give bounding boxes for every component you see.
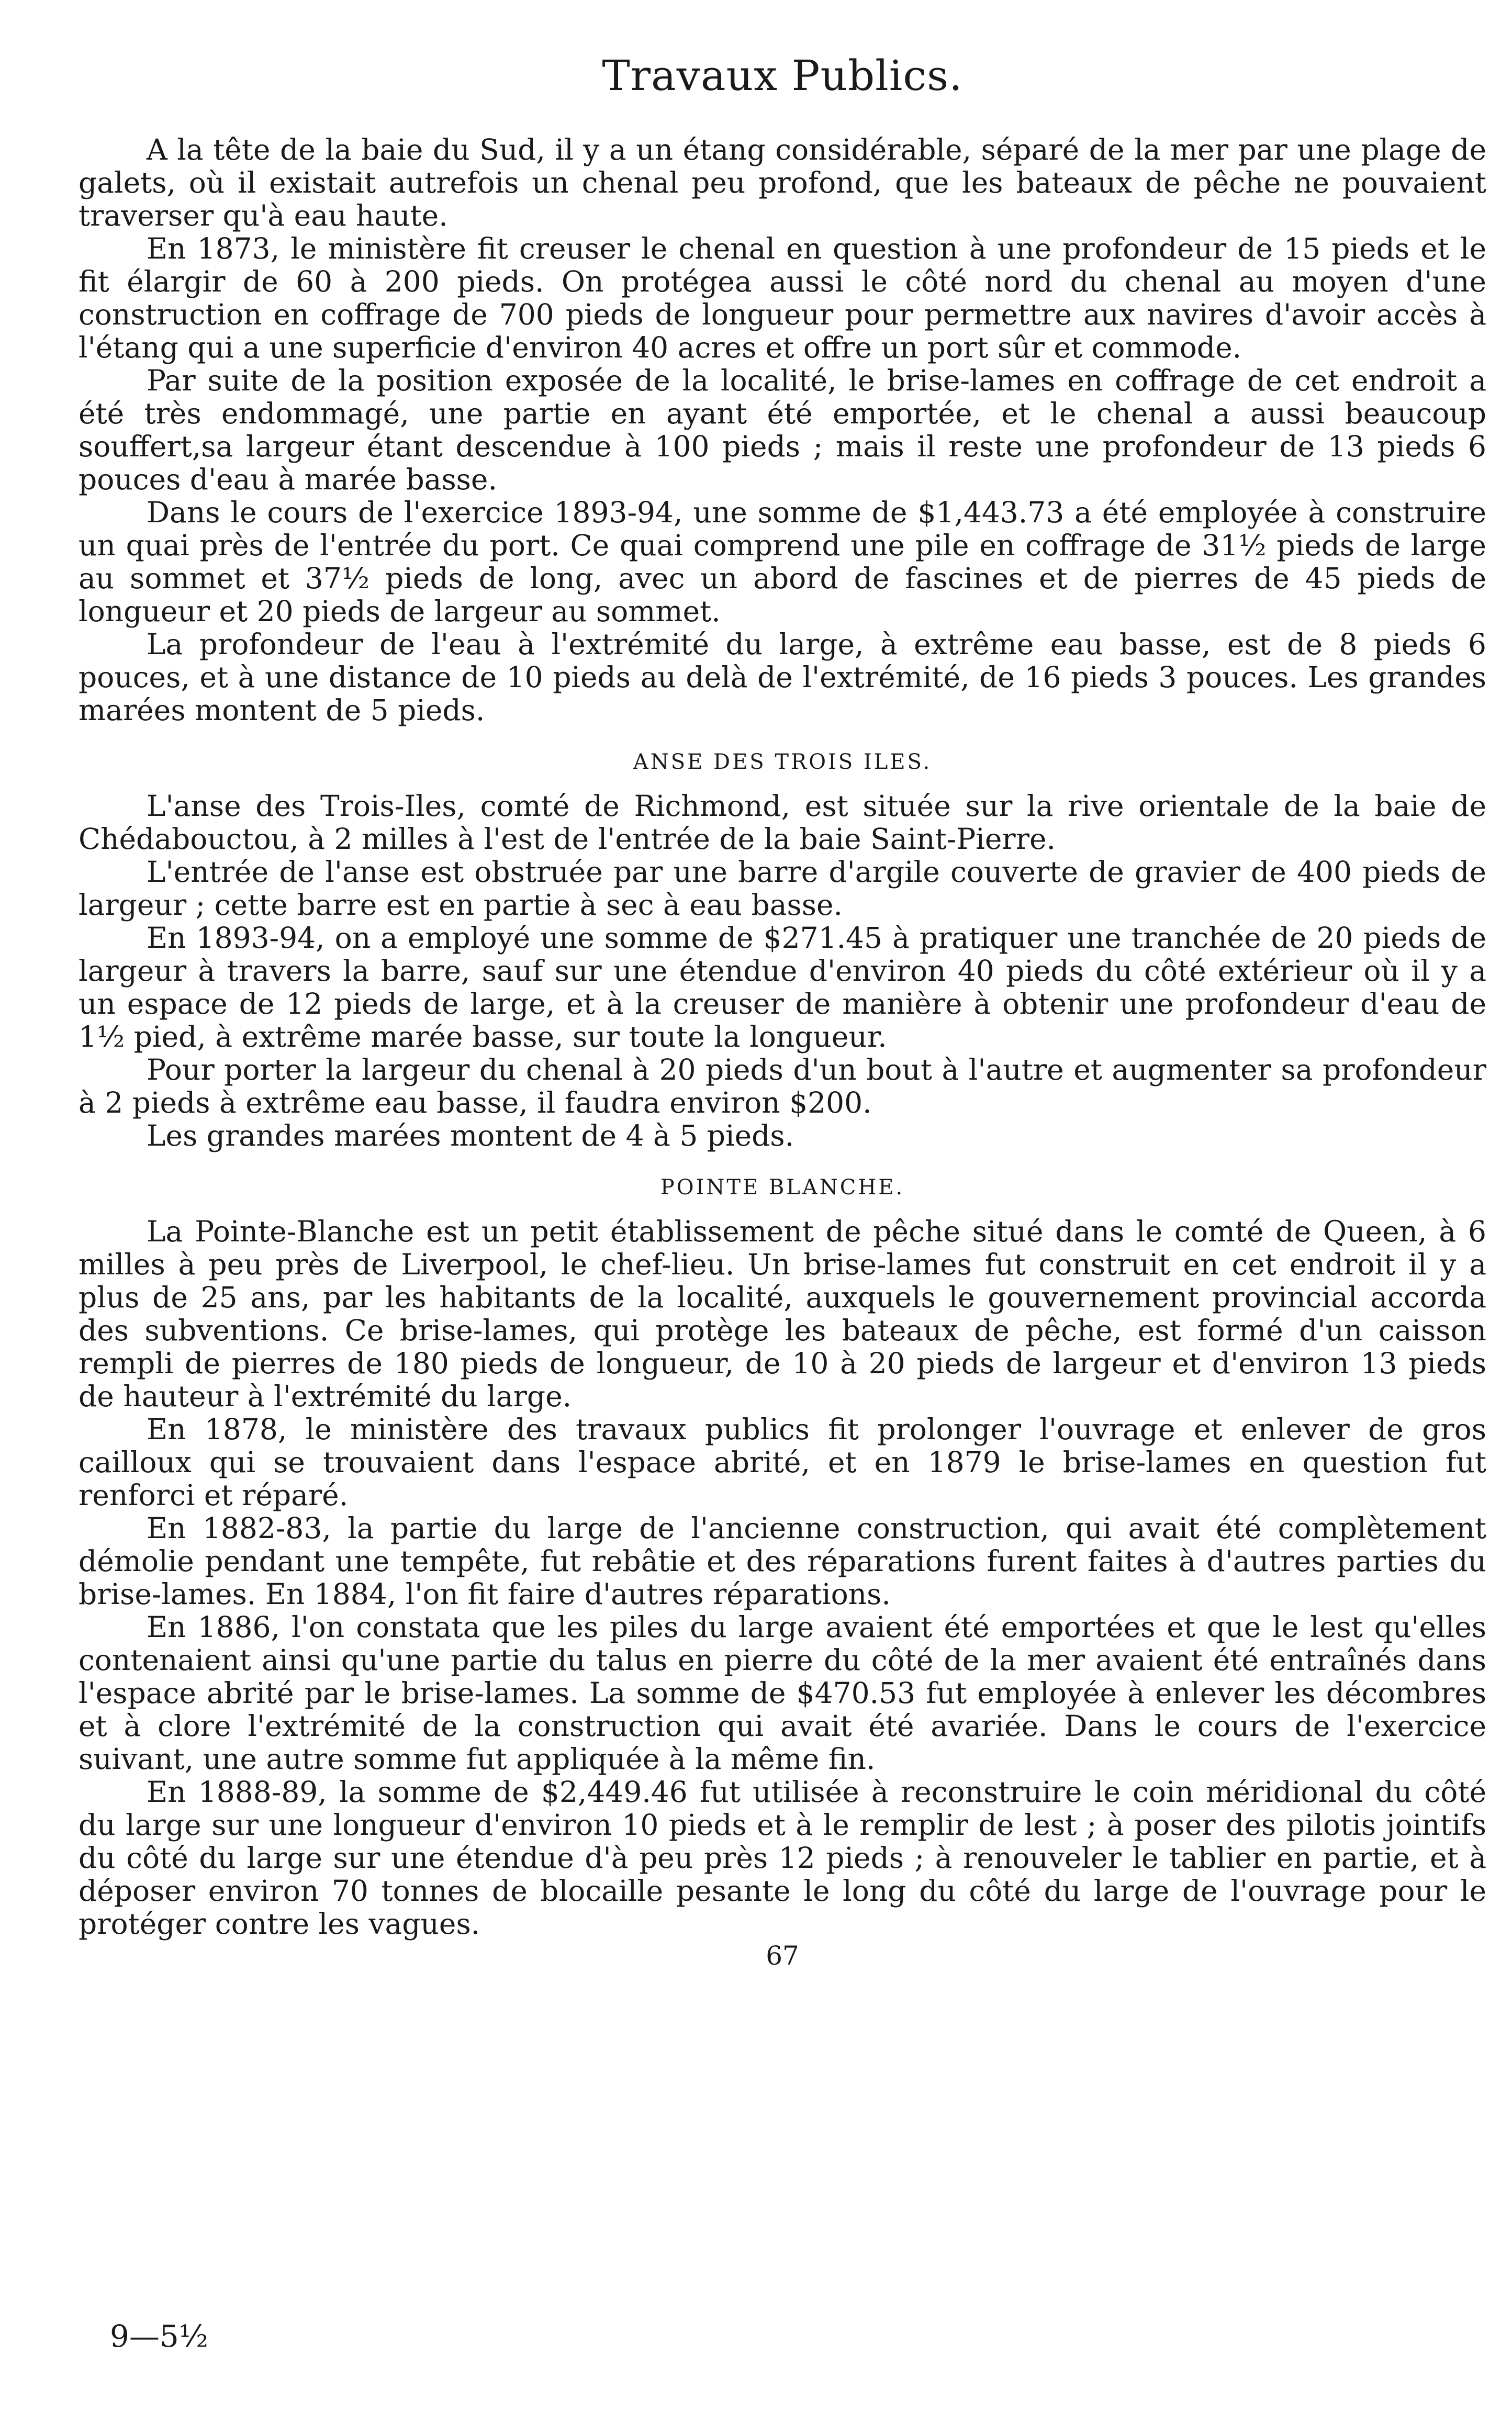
paragraph: La profondeur de l'eau à l'extrémité du large, à extrême eau basse, est de 8 pieds 6 pouces, et à une distance de 10 pieds au delà de l'extrémité, de 16 pieds 3 pouces. Les grandes marées montent de 5 pieds.	[79, 627, 1486, 727]
paragraph: L'anse des Trois-Iles, comté de Richmond, est située sur la rive orientale de la baie de Chédabouctou, à 2 milles à l'est de l'entrée de la baie Saint-Pierre.	[79, 789, 1486, 856]
paragraph: Par suite de la position exposée de la localité, le brise-lames en coffrage de cet endroit a été très endommagé, une partie en ayant été emportée, et le chenal a aussi beaucoup souffert,sa largeur étant descendue à 100 pieds ; mais il reste une profondeur de 13 pieds 6 pouces d'eau à marée basse.	[79, 364, 1486, 496]
paragraph: Pour porter la largeur du chenal à 20 pieds d'un bout à l'autre et augmenter sa profondeur à 2 pieds à extrême eau basse, il faudra environ $200.	[79, 1053, 1486, 1119]
paragraph: L'entrée de l'anse est obstruée par une barre d'argile couverte de gravier de 400 pieds de largeur ; cette barre est en partie à sec à eau basse.	[79, 855, 1486, 922]
section-heading: POINTE BLANCHE.	[660, 1175, 905, 1200]
pointe-blanche-section	[79, 1175, 1486, 1941]
running-title: Travaux Publics.	[602, 51, 963, 100]
document-page	[79, 50, 1486, 2352]
page-number: 67	[766, 1941, 799, 1971]
paragraph: En 1878, le ministère des travaux publics fit prolonger l'ouvrage et enlever de gros cailloux qui se trouvaient dans l'espace abrité, et en 1879 le brise-lames en question fut renforci et réparé.	[79, 1413, 1486, 1512]
intro-section	[79, 133, 1486, 727]
paragraph: En 1873, le ministère fit creuser le chenal en question à une profondeur de 15 pieds et le fit élargir de 60 à 200 pieds. On protégea aussi le côté nord du chenal au moyen d'une construction en coffrage de 700 pieds de longueur pour permettre aux navires d'avoir accès à l'étang qui a une superficie d'environ 40 acres et offre un port sûr et commode.	[79, 232, 1486, 364]
anse-des-trois-iles-section	[79, 750, 1486, 1152]
paragraph: Dans le cours de l'exercice 1893-94, une somme de $1,443.73 a été employée à construire un quai près de l'entrée du port. Ce quai comprend une pile en coffrage de 31½ pieds de large au sommet et 37½ pieds de long, avec un abord de fascines et de pierres de 45 pieds de longueur et 20 pieds de largeur au sommet.	[79, 496, 1486, 628]
paragraph: En 1888-89, la somme de $2,449.46 fut utilisée à reconstruire le coin méridional du côté du large sur une longueur d'environ 10 pieds et à le remplir de lest ; à poser des pilotis jointifs du côté du large sur une étendue d'à peu près 12 pieds ; à renouveler le tablier en partie, et à déposer environ 70 tonnes de blocaille pesante le long du côté du large de l'ouvrage pour le protéger contre les vagues.	[79, 1775, 1486, 1941]
section-heading: ANSE DES TROIS ILES.	[633, 750, 932, 774]
paragraph: En 1882-83, la partie du large de l'ancienne construction, qui avait été complètement démolie pendant une tempête, fut rebâtie et des réparations furent faites à d'autres parties du brise-lames. En 1884, l'on fit faire d'autres réparations.	[79, 1511, 1486, 1611]
signature-mark: 9—5½	[110, 2318, 209, 2354]
paragraph: En 1886, l'on constata que les piles du large avaient été emportées et que le lest qu'elles contenaient ainsi qu'une partie du talus en pierre du côté de la mer avaient été entraînés dans l'espace abrité par le brise-lames. La somme de $470.53 fut employée à enlever les décombres et à clore l'extrémité de la construction qui avait été avariée. Dans le cours de l'exercice suivant, une autre somme fut appliquée à la même fin.	[79, 1610, 1486, 1776]
paragraph: A la tête de la baie du Sud, il y a un étang considérable, séparé de la mer par une plage de galets, où il existait autrefois un chenal peu profond, que les bateaux de pêche ne pouvaient traverser qu'à eau haute.	[79, 133, 1486, 232]
paragraph: En 1893-94, on a employé une somme de $271.45 à pratiquer une tranchée de 20 pieds de largeur à travers la barre, sauf sur une étendue d'environ 40 pieds du côté extérieur où il y a un espace de 12 pieds de large, et à la creuser de manière à obtenir une profondeur d'eau de 1½ pied, à extrême marée basse, sur toute la longueur.	[79, 921, 1486, 1053]
paragraph: La Pointe-Blanche est un petit établissement de pêche situé dans le comté de Queen, à 6 milles à peu près de Liverpool, le chef-lieu. Un brise-lames fut construit en cet endroit il y a plus de 25 ans, par les habitants de la localité, auxquels le gouvernement provincial accorda des subventions. Ce brise-lames, qui protège les bateaux de pêche, est formé d'un caisson rempli de pierres de 180 pieds de longueur, de 10 à 20 pieds de largeur et d'environ 13 pieds de hauteur à l'extrémité du large.	[79, 1215, 1486, 1413]
paragraph: Les grandes marées montent de 4 à 5 pieds.	[147, 1119, 794, 1152]
